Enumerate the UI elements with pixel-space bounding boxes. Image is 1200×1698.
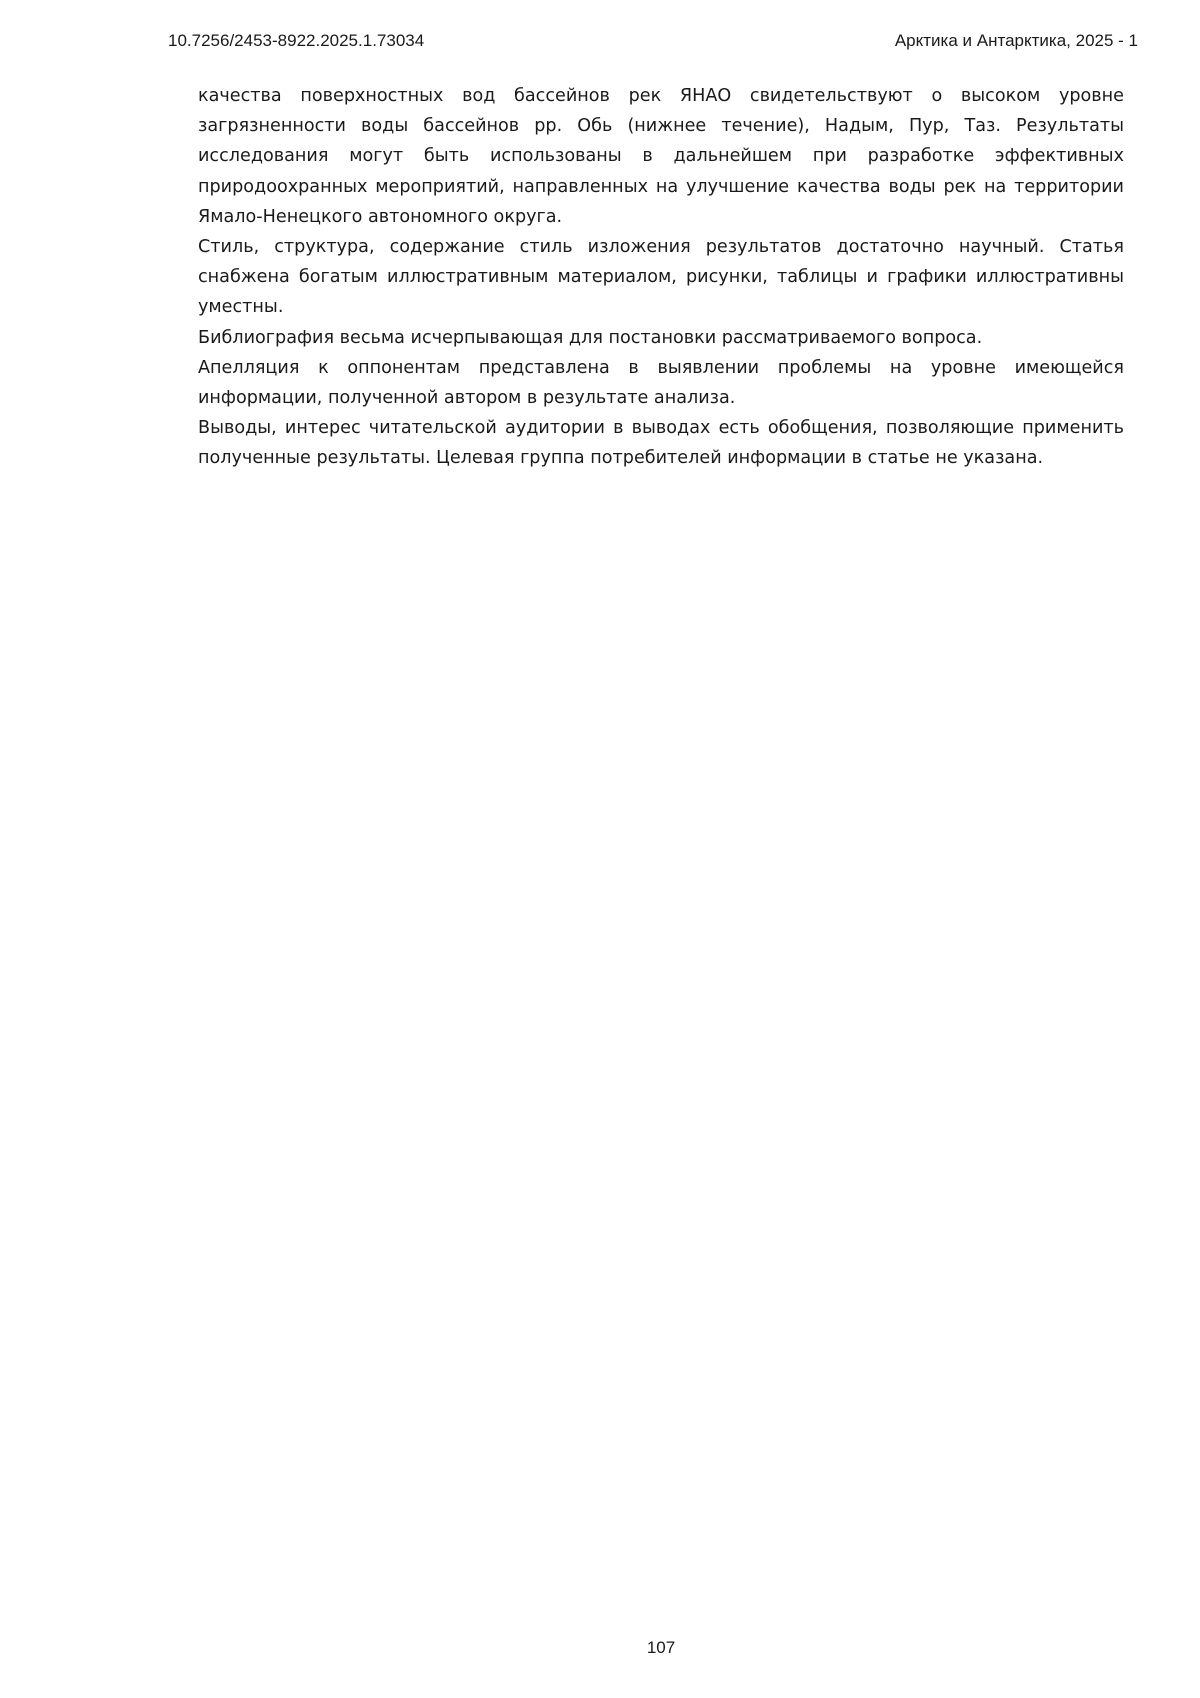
paragraph-conclusions: Выводы, интерес читательской аудитории в выводах есть обобщения, позволяющие применить полученные результаты. Целевая группа потребителей информации в статье не указана. bbox=[198, 418, 1124, 469]
paragraph-bibliography: Библиография весьма исчерпывающая для постановки рассматриваемого вопроса. bbox=[198, 327, 983, 348]
page-header bbox=[168, 31, 1138, 51]
page-footer bbox=[198, 1638, 1124, 1658]
journal-title: Арктика и Антарктика, 2025 - 1 bbox=[894, 31, 1138, 50]
paragraph-style: Стиль, структура, содержание стиль изложения результатов достаточно научный. Статья снабжена богатым иллюстративным материалом, рисунки, таблицы и графики иллюстративны уместны. bbox=[198, 237, 1124, 318]
paragraph-results: качества поверхностных вод бассейнов рек ЯНАО свидетельствуют о высоком уровне загрязненности воды бассейнов рр. Обь (нижнее течение), Надым, Пур, Таз. Результаты исследования могут быть использованы в дальнейшем при разработке эффективных природоохранных мероприятий, направленных на улучшение качества воды рек на территории Ямало-Ненецкого автономного округа. bbox=[198, 86, 1124, 227]
paragraph-appeal: Апелляция к оппонентам представлена в выявлении проблемы на уровне имеющейся информации, полученной автором в результате анализа. bbox=[198, 357, 1124, 409]
review-text bbox=[198, 81, 1124, 474]
page-number: 107 bbox=[646, 1638, 676, 1657]
doi-reference: 10.7256/2453-8922.2025.1.73034 bbox=[168, 31, 425, 50]
